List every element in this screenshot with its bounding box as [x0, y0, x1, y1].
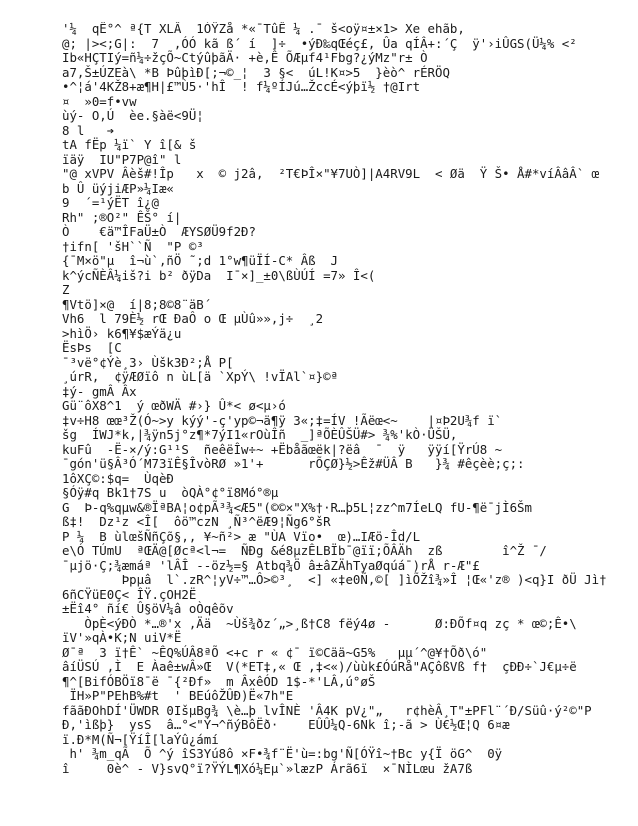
text-line: ÒpÈ<ýÐÒ *…®'x ,Ää ~Ùš¾ðz´„>¸ß†C8 fëý4ø - Ø:ÐÕf¤q zç * œ©;Ê•\ [62, 615, 577, 631]
text-line: >hìÖ› k6¶¥$æÝä¿u [62, 325, 182, 341]
text-line: ïäÿ IU"P7P@î" l [62, 151, 182, 167]
text-line: •^¦á'4KŽ8+æ¶H|£™Ù5·'hÎ ! f¼ºÍJú…ŽccÉ<ýþï½ †@Irt [62, 79, 421, 94]
text-line: ±Ëî4° ñí€ Û§öV¼â oÒqêõv [62, 601, 234, 616]
text-line: Gü¨ôX8^1 ý œðWÄ #›} Û*< ø<µ›ó [62, 398, 286, 413]
text-line: '¼ qË°^ ª{T XLÂ 1ÒŸZå *«¯TûÊ ¼ .¯ š<oÿ¤±×1> Xe ehãb, [62, 22, 465, 36]
text-line: ¯gón'ü§Â³Ó´M73ïÊ§ÎvòRØ »1'+ rÕÇØ}½>Êž#ÜÂ B }¾ #êçèè;ç;: [62, 456, 525, 471]
text-line: âíÜSÚ ,Ì E Àaê±wÂ»Œ V(*ET‡,« Œ ,‡<«)/ùùk£ÓúRå"AÇôßVß f† çÐÐ÷`J€µ÷ë [62, 659, 577, 674]
text-line: ï.Ð*M(Ñ¬[ŸíÎ[laÝû¿ámí [62, 731, 219, 747]
text-line: @; |><;G|: 7 ,ÓÓ kã ß´ í ]÷ •ýÐ‰qŒéç£, Ûa qÍÂ+:´Ç ÿ'›iÛGS(Ü¼% <² [62, 35, 577, 51]
text-line: ‡ý- gmÂ Âx [62, 383, 137, 399]
garbled-text-block [62, 22, 628, 776]
text-line: fããÐOhDÍ'ÜWDR 0IšµBg¾ \è…þ lvÎNÈ 'Â4K pV¿"„ r¢hèÂ¸T"±PFl¨´Ð/Süû·ý²©"P [62, 702, 592, 718]
text-line: 1ôXÇ©:$q= ÙqèÐ [62, 470, 174, 486]
text-line: †ifn[ 'šH``Ñ "P ©³ [62, 238, 204, 254]
text-line: e\Ó TÚmU ªŒÄ@[Øcª<l¬= ÑÐg &é8µzÊLBÏb¯@ïï;ÕÂÄh zß î^Ž ¯/ [62, 543, 547, 558]
text-line: Ø¯ª 3 ï†Ê` ~ÊQ%ÚÂ8ªÕ <+c r « ¢¯ ï©Cää~G5% µµ´^@¥†Õð\ó" [62, 644, 488, 660]
text-line: tA fËp ¼ï` Y î[& š [62, 137, 204, 152]
text-line: Vh6 l 79È½ rŒ ÐaÔ o Œ µÙû»»,j÷ ¸2 [62, 311, 324, 326]
text-line: ¯µjö·Ç;¾æmáª 'lÂÎ --öz½=§ Atbq¾Ö â±âZÄhTyaØqúá¯)rÅ r-Æ"£ [62, 557, 480, 573]
text-line: k^ýcÑÈÂ¼iš?i b² ðÿDa I¯×]_±0\ßÙÚÍ =7» Î<( [62, 267, 376, 283]
text-line: "@ xVPV Âèš#!Îp x © j2â, ²T€ÞÎ×"¥7UÒ]|A4RV9L < Øä Ÿ Š• Å#*víÂâÂ` œ [62, 166, 600, 181]
text-line: ËsÞs [C [62, 340, 122, 355]
text-line: Ð,'ìßþ} ysS â…°<"Ý¬^ñýBôËð· EÛÛ¼Q-6Nk î;-ã > Ù€½Œ¦Q 6¤æ [62, 717, 510, 732]
text-line: ¯³vë°¢Ýè¸3› Ùšk3Ð²;Å P[ [62, 354, 234, 370]
text-line: ‡v÷H8 œœ³Ž(Ó~>y kýý'-ç'yp©¬ä¶ÿ 3«;‡=ÍV !Ãëœ<~ |¤Þ2U¾f ï` [62, 412, 503, 428]
text-line: §Óÿ#q Bk1†7S u òQÀ°¢°ï8Mó°®µ [62, 485, 279, 500]
text-line: ÏH»P"PEhB%#t ' BEúôŽÛÐ)Ë«7h"E [62, 688, 294, 703]
text-line: Ib«HÇTIý=ñ¼÷žçÕ~CtýûþãÄ· +è,Ê ÕÆµf4¹Fbg?¿ýMz"r± Ò [62, 50, 428, 65]
text-line: 6ñCŸüE0Ç< ÎŸ.çOH2Ë [62, 586, 197, 602]
text-line: ß‡! Dz¹z <Î[ ôö™czN ¸Ñ³^ëÆ9¦Ñg6°šR [62, 514, 331, 529]
text-line: ¸úrR, ¢ÿÆØïô n ùL[ä `XpÝ\ !vÏAl`¤}©ª [62, 369, 339, 384]
text-line: b Û üýjiÆP»¼Iæ« [62, 180, 174, 196]
text-line: ¶^[BifÓBÖï8¯ë ¯{²Ðf» m ÂxêÓD 1$-*'LÂ,ú°øŠ [62, 673, 376, 689]
text-line: 9 ´=¹ýËT î¿@ [62, 195, 159, 210]
text-line: P ¼ B ùlœšÑñÇõ§,, ¥~ñ²> æ "ÙA Vïo• œ)…IÆö-Îd/L [62, 528, 421, 544]
text-line: šg ÍWJ*k,|¾ÿn5j°z¶*7ýI1«rOùÎñ _]ªÕÈÛŠÜ#> ¾%'kÒ·ÜŠÜ, [62, 427, 458, 442]
text-line: Ò €ä™ÎFaÜ±Ò ÆYSØÜ9f2Ð? [62, 224, 256, 239]
text-line: ¤ »0=f•vw [62, 93, 137, 109]
text-line: a7,Š±ÚZEà\ *B ÞûþìÐ[;¬©_¦ 3 §< úL!K¤>5 }èò^ rÉRÖQ [62, 64, 450, 80]
text-line: ïV'»qÀ•K;N uiV*Ë [62, 630, 182, 645]
text-line: h' ¾m_qÃ Õ ^ý îS3Yú8ô ×F•¾f¨Ë'ù=:bg'Ñ[ÓŸî~†Bc y{Ï öG^ 0ÿ [62, 746, 503, 761]
text-line: î 0è^ - V}svQ°ï?ŸÝL¶Xó¼Eµ`»læzP Árã6ï ×¯NÌLœu žA7ß [62, 760, 473, 776]
text-line: ¶Vtö]×@ í|8;8©8¨äB´ [62, 296, 212, 312]
text-line: 8 l ➔ [62, 122, 115, 138]
text-line: kuFû -Ë-×/ý:G¹¹S ñeêëÎw÷~ +Ëbåãœëk|?ëâ ¯ ÿ ÿÿí[ŸrÚ8 ~ [62, 441, 503, 457]
text-line: G Þ-q%qµw&®ÏªBA¦o¢pÃ³¾<Æ5"(©©×"X%†·R…þ5L¦zz^m7ÍeLQ fU-¶ë¯jÌ6Šm [62, 499, 532, 515]
text-line: ùý- O,Ú èe.§àë<9Ü¦ [62, 108, 204, 123]
text-line: Rh" ;®O²" ÊŠ° í| [62, 209, 182, 225]
text-line: Þpµâ l`.zR^¦yV÷™…Ô>©³¸ <] «‡e0Ñ,©[ ]ìÕŽî¾»Î ¦Œ«'z® )<q}I ðÜ Jì† [62, 572, 607, 587]
text-line: Z [62, 282, 70, 297]
text-line: {¯M×ö"µ î¬ù`,ñÖ ˜;d 1°w¶üÏÍ-C* Âß J [62, 253, 346, 268]
